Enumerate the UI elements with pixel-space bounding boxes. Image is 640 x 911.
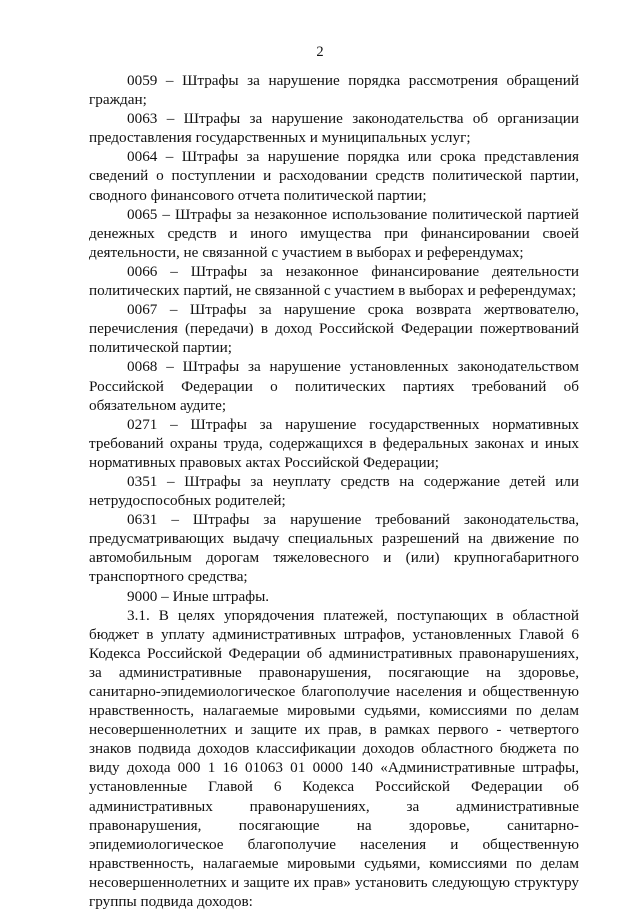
paragraph-code-0351: 0351 – Штрафы за неуплату средств на содержание детей или нетрудоспособных родителей; [89, 472, 579, 510]
paragraph-code-0063: 0063 – Штрафы за нарушение законодательства об организации предоставления государственных и муниципальных услуг; [89, 110, 579, 147]
paragraph-code-0064: 0064 – Штрафы за нарушение порядка или срока представления сведений о поступлении и расходовании средств политической партии, сводного финансового отчета политической партии; [89, 148, 579, 204]
paragraph-code-0068: 0068 – Штрафы за нарушение установленных законодательством Российской Федерации о политических партиях требований об обязательном аудите; [89, 358, 579, 414]
paragraph-code-0067: 0067 – Штрафы за нарушение срока возврата жертвователю, перечисления (передачи) в доход Российской Федерации пожертвований политической партии; [89, 301, 579, 357]
document-body [89, 71, 579, 911]
paragraph-code-0271: 0271 – Штрафы за нарушение государственных нормативных требований охраны труда, содержащихся в федеральных законах и иных нормативных правовых актах Российской Федерации; [89, 415, 579, 471]
paragraph-code-9000: 9000 – Иные штрафы. [127, 587, 270, 605]
paragraph-code-0631: 0631 – Штрафы за нарушение требований законодательства, предусматривающих выдачу специальных разрешений на движение по автомобильным дорогам тяжеловесного и (или) крупногабаритного транспортного средства; [89, 511, 579, 586]
paragraph-code-0066: 0066 – Штрафы за незаконное финансирование деятельности политических партий, не связанной с участием в выборах и референдумах; [89, 262, 579, 300]
paragraph-code-0065: 0065 – Штрафы за незаконное использование политической партией денежных средств и иного имущества при финансировании своей деятельности, не связанной с участием в выборах и референдумах; [89, 205, 579, 261]
paragraph-code-0059: 0059 – Штрафы за нарушение порядка рассмотрения обращений граждан; [89, 72, 579, 109]
paragraph-section-3-1: 3.1. В целях упорядочения платежей, поступающих в областной бюджет в уплату административных штрафов, установленных Главой 6 Кодекса Российской Федерации об административных правонарушениях, за административные правонарушения, посягающие на здоровье, санитарно-эпидемиологическое благополучие населения и общественную нравственность, налагаемые мировыми судьями, комиссиями по делам несовершеннолетних и защите их прав, в рамках первого - четвертого знаков подвида доходов классификации доходов областного бюджета по виду дохода 000 1 16 01063 01 0000 140 «Административные штрафы, установленные Главой 6 Кодекса Российской Федерации об административных правонарушениях, за административные правонарушения, посягающие на здоровье, санитарно-эпидемиологическое благополучие населения и общественную нравственность, налагаемые мировыми судьями, комиссиями по делам несовершеннолетних и защите их прав» установить следующую структуру группы подвида доходов: [89, 606, 579, 911]
page-number: 2 [316, 44, 324, 60]
